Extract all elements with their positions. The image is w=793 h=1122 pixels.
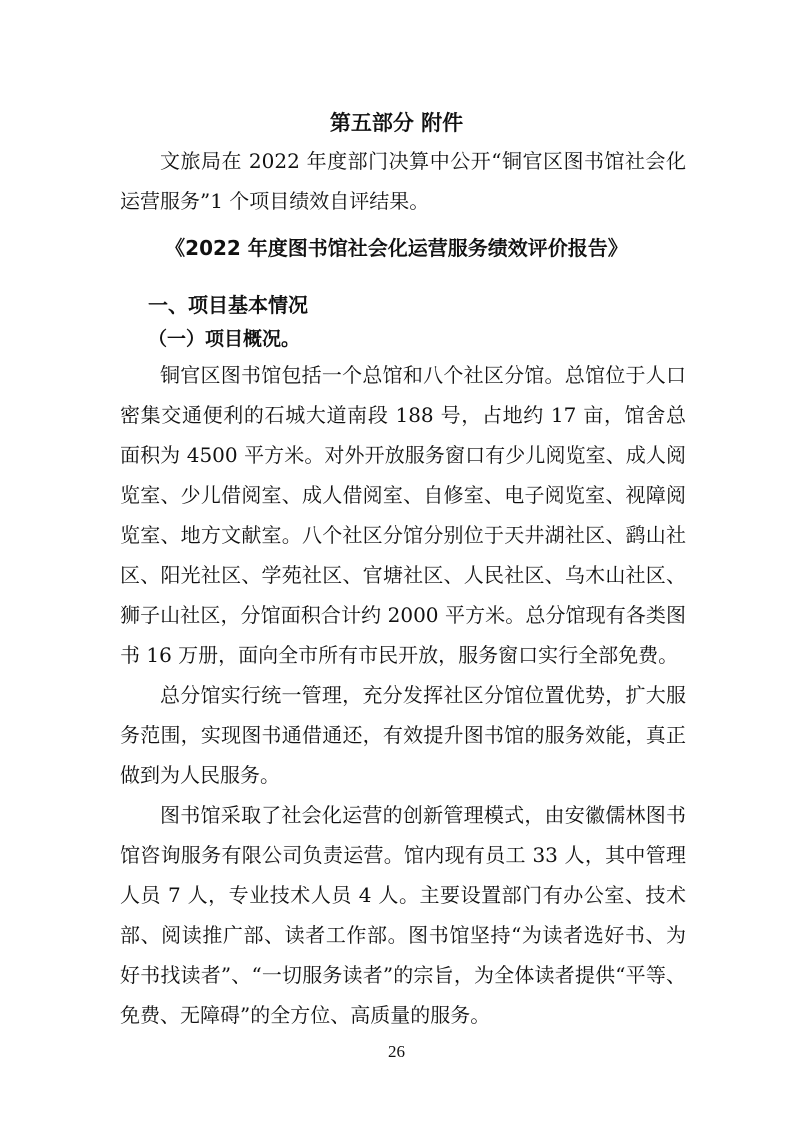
subsection-heading: （一）项目概况。 (148, 328, 301, 350)
intro-paragraph: 文旅局在 2022 年度部门决算中公开“铜官区图书馆社会化运营服务”1 个项目绩效自评结果。 (120, 149, 686, 213)
part-title: 第五部分 附件 (329, 111, 464, 135)
body-paragraph: 图书馆采取了社会化运营的创新管理模式，由安徽儒林图书馆咨询服务有限公司负责运营。馆内现有员工 33 人，其中管理人员 7 人，专业技术人员 4 人。主要设置部门有办公室、技术部、阅读推广部、读者工作部。图书馆坚持“为读者选好书、为好书找读者”、“一切服务读者”的宗旨，为全体读者提供“平等、免费、无障碍”的全方位、高质量的服务。 (120, 803, 686, 1027)
page-number: 26 (388, 1042, 405, 1061)
body-content (120, 355, 686, 1035)
report-title: 《2022 年度图书馆社会化运营服务绩效评价报告》 (165, 236, 628, 260)
intro-block (120, 141, 686, 221)
body-paragraph: 铜官区图书馆包括一个总馆和八个社区分馆。总馆位于人口密集交通便利的石城大道南段 188 号，占地约 17 亩，馆舍总面积为 4500 平方米。对外开放服务窗口有少儿阅览室、成人阅览室、少儿借阅室、成人借阅室、自修室、电子阅览室、视障阅览室、地方文献室。八个社区分馆分别位于天井湖社区、鹞山社区、阳光社区、学苑社区、官塘社区、人民社区、乌木山社区、狮子山社区，分馆面积合计约 2000 平方米。总分馆现有各类图书 16 万册，面向全市所有市民开放，服务窗口实行全部免费。 (120, 363, 686, 667)
body-paragraph: 总分馆实行统一管理，充分发挥社区分馆位置优势，扩大服务范围，实现图书通借通还，有效提升图书馆的服务效能，真正做到为人民服务。 (120, 683, 686, 787)
section-heading: 一、项目基本情况 (148, 293, 308, 317)
